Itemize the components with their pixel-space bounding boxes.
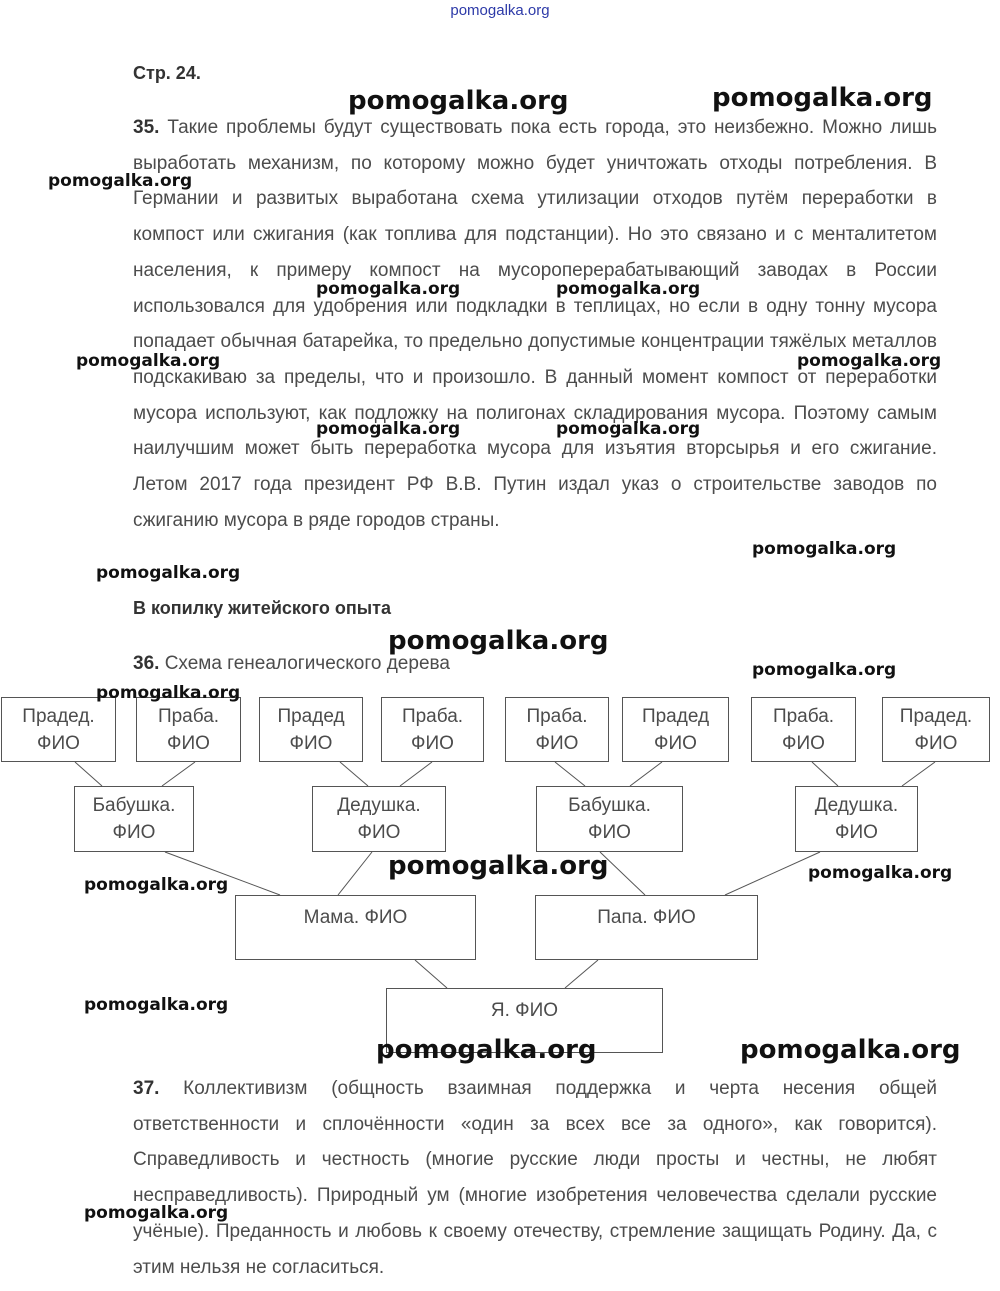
watermark: pomogalka.org — [84, 995, 229, 1015]
node-name: ФИО — [535, 732, 579, 754]
node-title: Прадед — [277, 705, 345, 727]
watermark: pomogalka.org — [84, 1203, 229, 1223]
watermark: pomogalka.org — [556, 279, 701, 299]
watermark: pomogalka.org — [84, 875, 229, 895]
node-title: Дедушка. — [814, 795, 899, 816]
node-title: Бабушка. — [92, 795, 176, 816]
node-name: ФИО — [167, 732, 210, 754]
task-36-text: Схема генеалогического дерева — [164, 653, 450, 674]
task-37-number: 37. — [133, 1078, 160, 1099]
task-35-number: 35. — [133, 117, 160, 138]
node-title: Прадед. — [899, 705, 973, 727]
node-title: Я. ФИО — [490, 1000, 559, 1021]
page-number: Стр. 24. — [133, 63, 201, 83]
tree-node-great-grandmother-3 — [505, 697, 609, 762]
watermark: pomogalka.org — [752, 660, 897, 680]
tree-node-great-grandfather-1 — [1, 697, 116, 762]
node-name: ФИО — [112, 822, 156, 843]
node-title: Праба. — [157, 705, 220, 727]
watermark: pomogalka.org — [348, 86, 569, 116]
watermark: pomogalka.org — [388, 851, 609, 881]
watermark: pomogalka.org — [376, 1035, 597, 1065]
watermark: pomogalka.org — [48, 171, 193, 191]
node-name: ФИО — [357, 822, 401, 843]
node-title: Бабушка. — [568, 795, 651, 816]
tree-node-great-grandfather-3 — [622, 697, 729, 762]
watermark: pomogalka.org — [316, 279, 461, 299]
tree-node-great-grandfather-2 — [259, 697, 363, 762]
watermark: pomogalka.org — [808, 863, 953, 883]
task-35-text: Такие проблемы будут существовать пока есть города, это неизбежно. Можно лишь выработать механизм, по которому можно будет уничтожать отходы потребления. В Германии и развитых выработана схема утилизации отходов путём переработки в компост или сжигания (как топлива для подстанции). Но это связано и с менталитетом населения, к примеру компост на мусороперерабатывающий заводах в России использовался для удобрения или подкладки в теплицах, но если в одну тонну мусора попадает обычная батарейка, то предельно допустимые концентрации тяжёлых металлов подскакиваю за пределы, что и произошло. В данный момент компост от переработки мусора используют, как подложку на полигонах складирования мусора. Поэтому самым наилучшим может быть переработка мусора для изъятия вторсырья и его сжигание. Летом 2017 года президент РФ В.В. Путин издал указ о строительстве заводов по сжиганию мусора в ряде городов страны. — [133, 117, 937, 531]
node-title: Праба. — [526, 705, 588, 727]
node-name: ФИО — [289, 732, 333, 754]
watermark: pomogalka.org — [752, 539, 897, 559]
watermark: pomogalka.org — [96, 683, 241, 703]
watermark: pomogalka.org — [96, 563, 241, 583]
node-name: ФИО — [588, 822, 631, 843]
watermark: pomogalka.org — [712, 83, 933, 113]
node-name: ФИО — [835, 822, 878, 843]
node-name: ФИО — [37, 732, 80, 754]
node-name: ФИО — [914, 732, 958, 754]
node-name: ФИО — [782, 732, 825, 754]
tree-node-grandmother-2 — [536, 786, 683, 852]
task-37-text: Коллективизм (общность взаимная поддержка и черта несения общей ответственности и сплочённости «один за всех все за одного», как говорится). Справедливость и честность (многие русские люди просты и честны, не любят несправедливость). Природный ум (многие изобретения человечества сделали русские учёные). Преданность и любовь к своему отечеству, стремление защищать Родину. Да, с этим нельзя не согласиться. — [133, 1078, 937, 1278]
watermark: pomogalka.org — [388, 626, 609, 656]
node-name: ФИО — [411, 732, 454, 754]
watermark: pomogalka.org — [76, 351, 221, 371]
node-title: Прадед. — [22, 705, 95, 727]
tree-node-grandfather-2 — [795, 786, 918, 852]
node-title: Праба. — [772, 705, 835, 727]
task-36-number: 36. — [133, 653, 160, 674]
node-title: Мама. ФИО — [303, 907, 408, 928]
tree-node-great-grandmother-1 — [136, 697, 241, 762]
tree-node-father — [535, 895, 758, 960]
tree-node-great-grandfather-4 — [882, 697, 990, 762]
watermark: pomogalka.org — [797, 351, 942, 371]
node-title: Праба. — [401, 705, 464, 727]
tree-node-mother — [235, 895, 476, 960]
tree-node-great-grandmother-4 — [751, 697, 856, 762]
tree-node-grandfather-1 — [312, 786, 446, 852]
watermark: pomogalka.org — [740, 1035, 961, 1065]
watermark: pomogalka.org — [316, 419, 461, 439]
site-link[interactable]: pomogalka.org — [450, 2, 550, 19]
node-title: Прадед — [641, 705, 710, 727]
tree-node-grandmother-1 — [74, 786, 194, 852]
node-title: Папа. ФИО — [597, 907, 696, 928]
tree-node-great-grandmother-2 — [381, 697, 484, 762]
task-37-paragraph — [133, 1071, 937, 1285]
node-name: ФИО — [654, 732, 697, 754]
watermark: pomogalka.org — [556, 419, 701, 439]
node-title: Дедушка. — [337, 795, 421, 816]
section-title: В копилку житейского опыта — [133, 598, 391, 618]
